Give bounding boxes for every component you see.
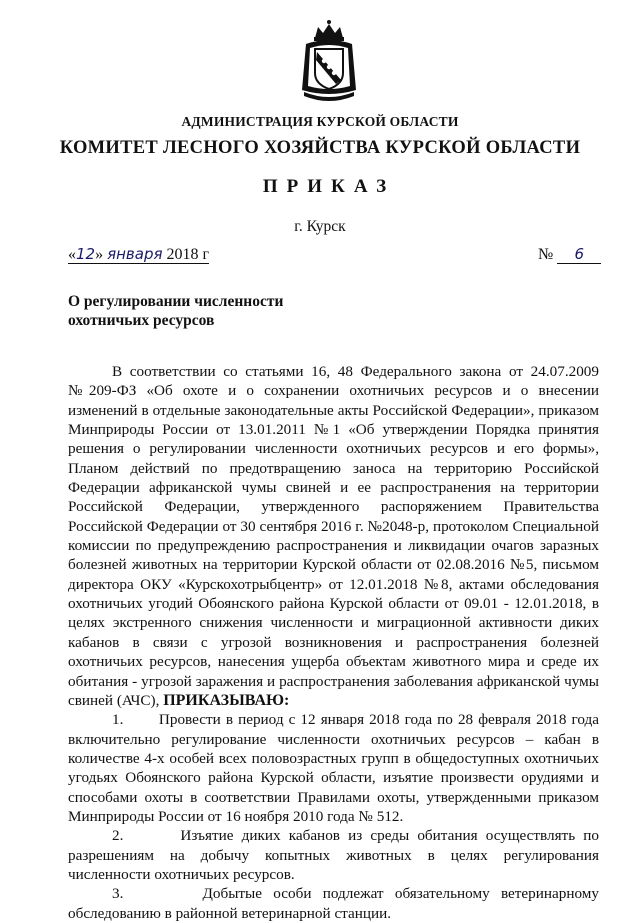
date-close-quote: » [95,246,104,263]
city-name: г. Курск [294,218,346,235]
date-month: января [107,245,163,263]
order-number [538,246,601,264]
date-year: 2018 г [166,246,210,263]
committee-title: КОМИТЕТ ЛЕСНОГО ХОЗЯЙСТВА КУРСКОЙ ОБЛАСТИ [59,138,581,158]
administration-title: АДМИНИСТРАЦИЯ КУРСКОЙ ОБЛАСТИ [181,114,459,129]
date-day: 12 [76,245,96,263]
order-item-2: 2. Изъятие диких кабанов из среды обитания осуществлять по разрешениям на добычу копытных животных в целях регулирования численности охотничьих ресурсов. [68,827,599,883]
coat-of-arms-icon [296,18,362,102]
date-open-quote: « [68,246,76,263]
order-subject [68,292,283,330]
number-value: 6 [557,246,601,264]
order-item-3: 3. Добытые особи подлежат обязательному ветеринарному обследованию в районной ветеринарной станции. [68,885,599,922]
decree-word: ПРИКАЗЫВАЮ: [163,691,290,709]
order-date [68,246,209,264]
number-label: № [538,246,554,263]
subject-line-1: О регулировании численности [68,293,284,310]
subject-line-2: охотничьих ресурсов [68,312,215,329]
order-body [68,362,599,923]
document-type: ПРИКАЗ [262,176,396,197]
preamble-paragraph [68,362,599,710]
preamble-text: В соответствии со статьями 16, 48 Федерального закона от 24.07.2009 №209-ФЗ «Об охоте и о сохранении охотничьих ресурсов и о внесении изменений в отдельные законодательные акты Российской Федерации», приказом Минприроды России от 13.01.2011 №1 «Об утверждении Порядка принятия решения о регулировании численности охотничьих ресурсов и его формы», Планом действий по предотвращению заноса на территорию Российской Федерации африканской чумы свиней и ее распространения на территории Российской Федерации, утвержденного распоряжением Правительства Российской Федерации от 30 сентября 2016 г. №2048-р, протоколом Специальной комиссии по предупреждению распространения и ликвидации очагов заразных болезней животных на территории Курской области от 02.08.2016 №5, письмом директора ОКУ «Курскохотрыбцентр» от 12.01.2018 №8, актами обследования охотничьих угодий Обоянского района Курской области от 09.01 - 12.01.2018, в целях экстренного снижения численности и миграционной активности диких кабанов в связи с угрозой возникновения и распространения болезней охотничьих ресурсов, нанесения ущерба объектам животного мира и среде их обитания - угрозой заражения и распространения заболевания африканской чумы свиней (АЧС), [68,363,599,709]
order-item-1: 1. Провести в период с 12 января 2018 года по 28 февраля 2018 года включительно регулирование численности охотничьих ресурсов – кабан в количестве 4-х особей всех половозрастных групп в общедоступных охотничьих угодьях Обоянского района Курской области, изъятие произвести орудиями и способами охоты в соответствии Правилами охоты, утвержденными приказом Минприроды России от 16 ноября 2010 года № 512. [68,711,599,825]
